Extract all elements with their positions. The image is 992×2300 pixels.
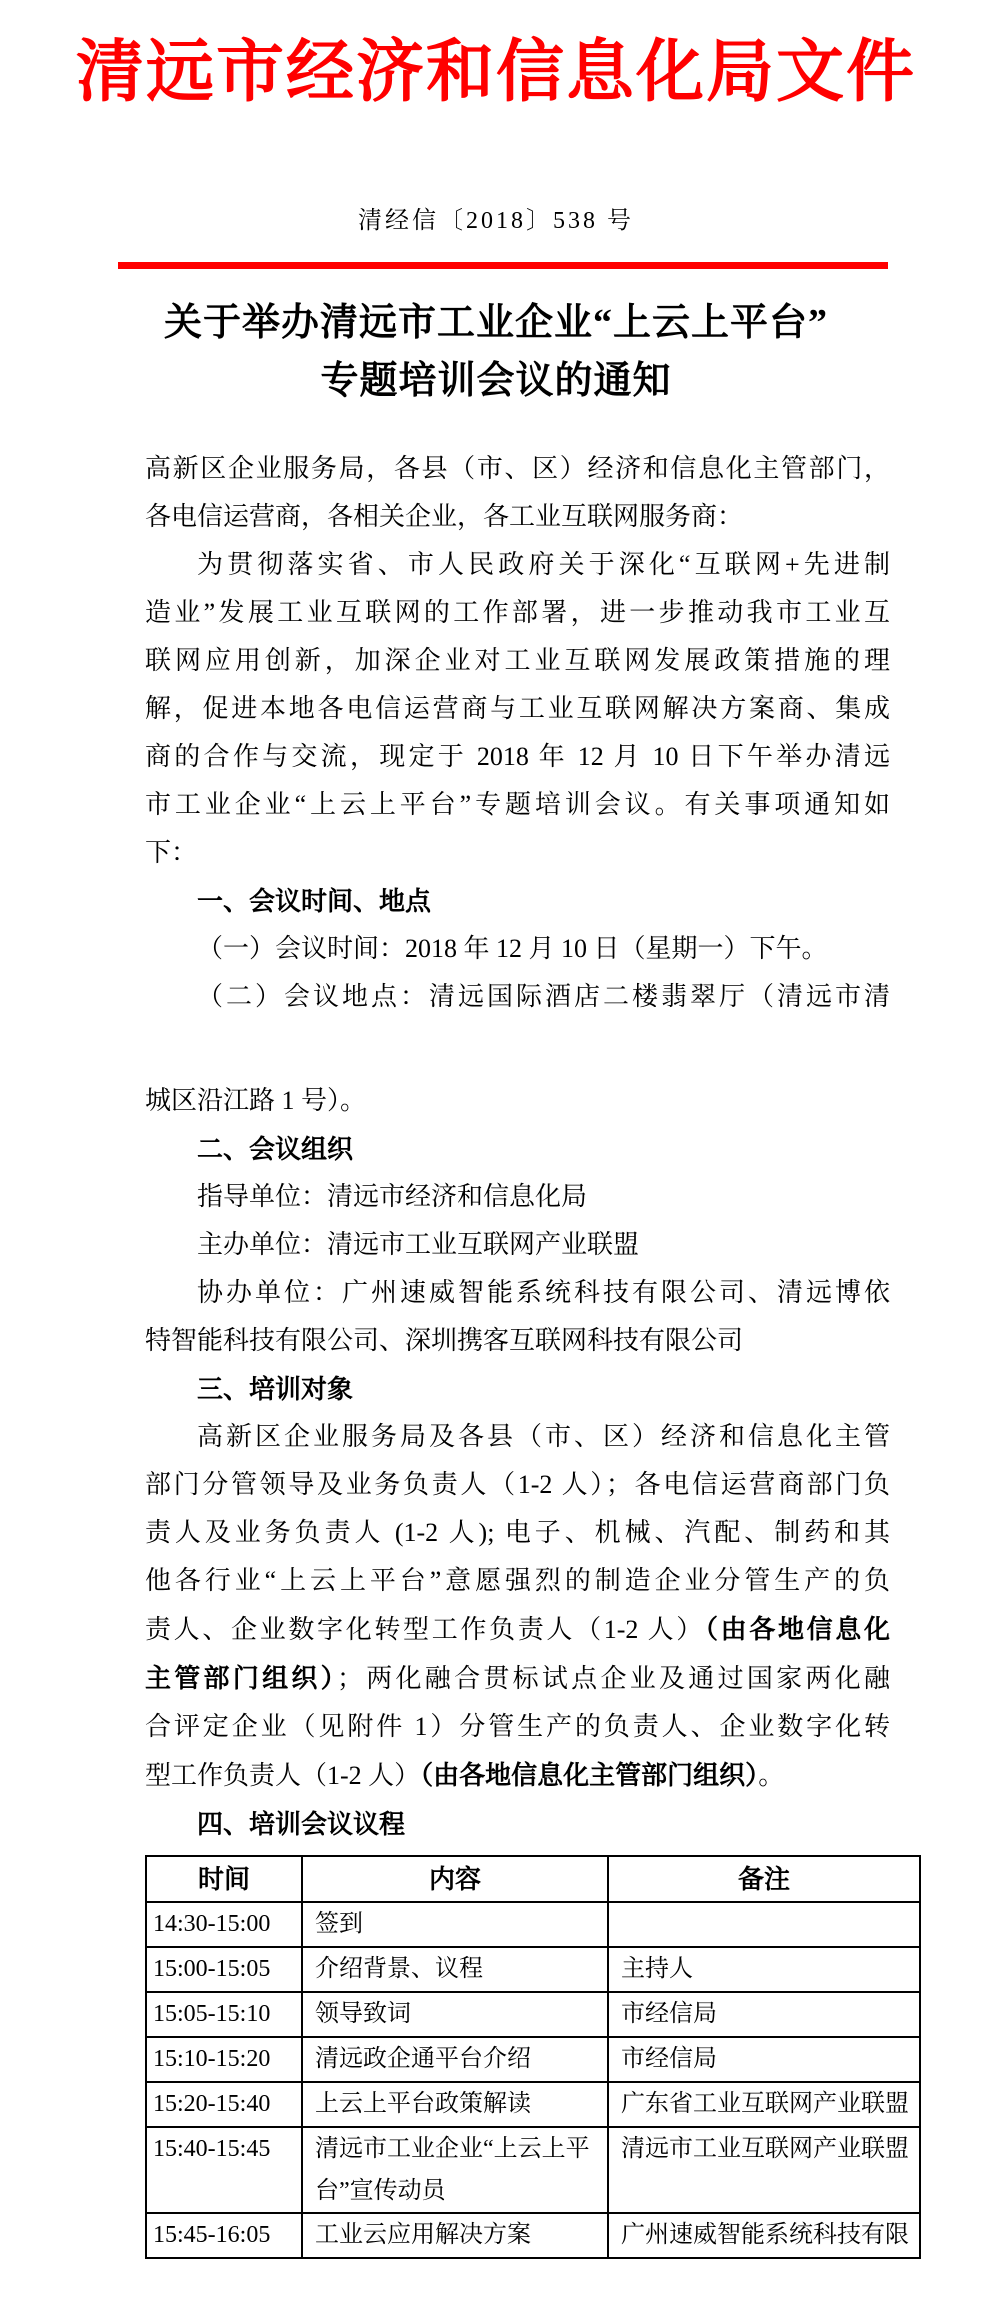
body-line: [145, 1365, 890, 1413]
body-line: [145, 685, 890, 733]
text-run: 为贯彻落实省、市人民政府关于深化“互联网+先进制: [197, 550, 890, 579]
body-line: [145, 925, 890, 973]
text-run: 高新区企业服务局，各县（市、区）经济和信息化主管部门，: [145, 454, 890, 483]
agenda-header-cell: 备注: [608, 1856, 920, 1902]
doc-number: 清经信〔2018〕538 号: [358, 208, 634, 234]
agenda-cell: 清远市工业企业“上云上平台”宣传动员: [302, 2127, 608, 2213]
text-run: 协办单位：广州速威智能系统科技有限公司、清远博依: [197, 1278, 890, 1307]
issuing-org-title: 清远市经济和信息化局文件: [75, 34, 916, 110]
body-line: [145, 445, 890, 493]
body-line: [145, 541, 890, 589]
text-run: 主管部门组织）: [145, 1663, 337, 1693]
agenda-cell: 15:00-15:05: [146, 1947, 302, 1992]
text-run: 部门分管领导及业务负责人（1-2 人）；各电信运营商部门负: [145, 1470, 890, 1499]
body-line: [145, 1703, 890, 1751]
agenda-cell: [608, 1902, 920, 1947]
text-run: 。: [758, 1761, 785, 1790]
agenda-row: [146, 2213, 920, 2258]
agenda-cell: 市经信局: [608, 1992, 920, 2037]
text-run: 指导单位：清远市经济和信息化局: [197, 1182, 588, 1211]
body-line: [145, 1077, 890, 1125]
agenda-cell: 15:10-15:20: [146, 2037, 302, 2082]
text-run: 解，促进本地各电信运营商与工业互联网解决方案商、集成: [145, 694, 890, 723]
agenda-cell: 清远市工业互联网产业联盟: [608, 2127, 920, 2213]
doc-title-line2: 专题培训会议的通知: [320, 360, 672, 402]
agenda-table: [145, 1855, 921, 2259]
text-run: 型工作负责人（1-2 人）: [145, 1761, 421, 1790]
text-run: 商的合作与交流，现定于 2018 年 12 月 10 日下午举办清远: [145, 742, 890, 771]
body-line: [145, 589, 890, 637]
doc-body: [145, 445, 890, 1848]
text-run: 市工业企业“上云上平台”专题培训会议。有关事项通知如: [145, 790, 890, 819]
text-run: 下：: [145, 838, 198, 867]
body-line: [145, 1557, 890, 1605]
agenda-cell: 15:20-15:40: [146, 2082, 302, 2127]
text-run: 主办单位：清远市工业互联网产业联盟: [197, 1230, 640, 1259]
agenda-cell: 清远政企通平台介绍: [302, 2037, 608, 2082]
body-line: [145, 1654, 890, 1703]
body-line: [145, 1751, 890, 1800]
agenda-body: [146, 1902, 920, 2258]
text-run: 一、会议时间、地点: [197, 886, 432, 916]
agenda-row: [146, 1992, 920, 2037]
text-run: 高新区企业服务局及各县（市、区）经济和信息化主管: [197, 1422, 890, 1451]
agenda-header-cell: 内容: [302, 1856, 608, 1902]
body-line: [145, 1269, 890, 1317]
body-line: [145, 1221, 890, 1269]
text-run: 联网应用创新，加深企业对工业互联网发展政策措施的理: [145, 646, 890, 675]
body-line: [145, 829, 890, 877]
red-divider: [118, 262, 888, 269]
agenda-cell: 市经信局: [608, 2037, 920, 2082]
body-line: [145, 1509, 890, 1557]
agenda-cell: 15:45-16:05: [146, 2213, 302, 2258]
agenda-row: [146, 2037, 920, 2082]
agenda-cell: 签到: [302, 1902, 608, 1947]
body-line: [145, 877, 890, 925]
body-line: [145, 493, 890, 541]
agenda-cell: 15:40-15:45: [146, 2127, 302, 2213]
agenda-cell: 主持人: [608, 1947, 920, 1992]
agenda-cell: 上云上平台政策解读: [302, 2082, 608, 2127]
text-run: （由各地信息化主管部门组织）: [420, 1760, 759, 1790]
body-line: [145, 733, 890, 781]
text-run: ；两化融合贯标试点企业及通过国家两化融: [336, 1664, 890, 1693]
text-run: 责人及业务负责人 (1-2 人); 电子、机械、汽配、制药和其: [145, 1518, 890, 1547]
body-line: [145, 1605, 890, 1654]
body-line: [145, 1800, 890, 1848]
body-line: [145, 781, 890, 829]
agenda-row: [146, 1902, 920, 1947]
text-run: 二、会议组织: [197, 1134, 354, 1164]
text-run: （一）会议时间：2018 年 12 月 10 日（星期一）下午。: [197, 934, 828, 963]
text-run: 特智能科技有限公司、深圳携客互联网科技有限公司: [145, 1326, 744, 1355]
agenda-header-cell: 时间: [146, 1856, 302, 1902]
agenda-cell: 工业云应用解决方案: [302, 2213, 608, 2258]
body-line: [145, 637, 890, 685]
body-line: [145, 1125, 890, 1173]
agenda-cell: 领导致词: [302, 1992, 608, 2037]
doc-title-line1: 关于举办清远市工业企业“上云上平台”: [163, 302, 828, 344]
text-run: （由各地信息化: [704, 1614, 890, 1644]
agenda-cell: 介绍背景、议程: [302, 1947, 608, 1992]
body-line: [145, 973, 890, 1021]
agenda-header-row: [146, 1856, 920, 1902]
text-run: 城区沿江路 1 号）。: [145, 1086, 367, 1115]
agenda-cell: 14:30-15:00: [146, 1902, 302, 1947]
body-line: [145, 1461, 890, 1509]
body-line: [145, 1173, 890, 1221]
agenda-cell: 15:05-15:10: [146, 1992, 302, 2037]
text-run: 各电信运营商，各相关企业，各工业互联网服务商：: [145, 502, 744, 531]
text-run: 合评定企业（见附件 1）分管生产的负责人、企业数字化转: [145, 1712, 890, 1741]
text-run: 责人、企业数字化转型工作负责人（1-2 人）: [145, 1615, 705, 1644]
agenda-row: [146, 2082, 920, 2127]
text-run: 三、培训对象: [197, 1374, 354, 1404]
body-line: [145, 1317, 890, 1365]
text-run: 造业”发展工业互联网的工作部署，进一步推动我市工业互: [145, 598, 890, 627]
agenda-cell: 广东省工业互联网产业联盟: [608, 2082, 920, 2127]
text-run: 四、培训会议议程: [197, 1809, 406, 1839]
agenda-row: [146, 2127, 920, 2213]
text-run: 他各行业“上云上平台”意愿强烈的制造企业分管生产的负: [145, 1566, 890, 1595]
doc-title: [0, 294, 992, 410]
body-line: [145, 1413, 890, 1461]
agenda-row: [146, 1947, 920, 1992]
text-run: （二）会议地点：清远国际酒店二楼翡翠厅（清远市清: [197, 982, 890, 1011]
agenda-cell: 广州速威智能系统科技有限: [608, 2213, 920, 2258]
